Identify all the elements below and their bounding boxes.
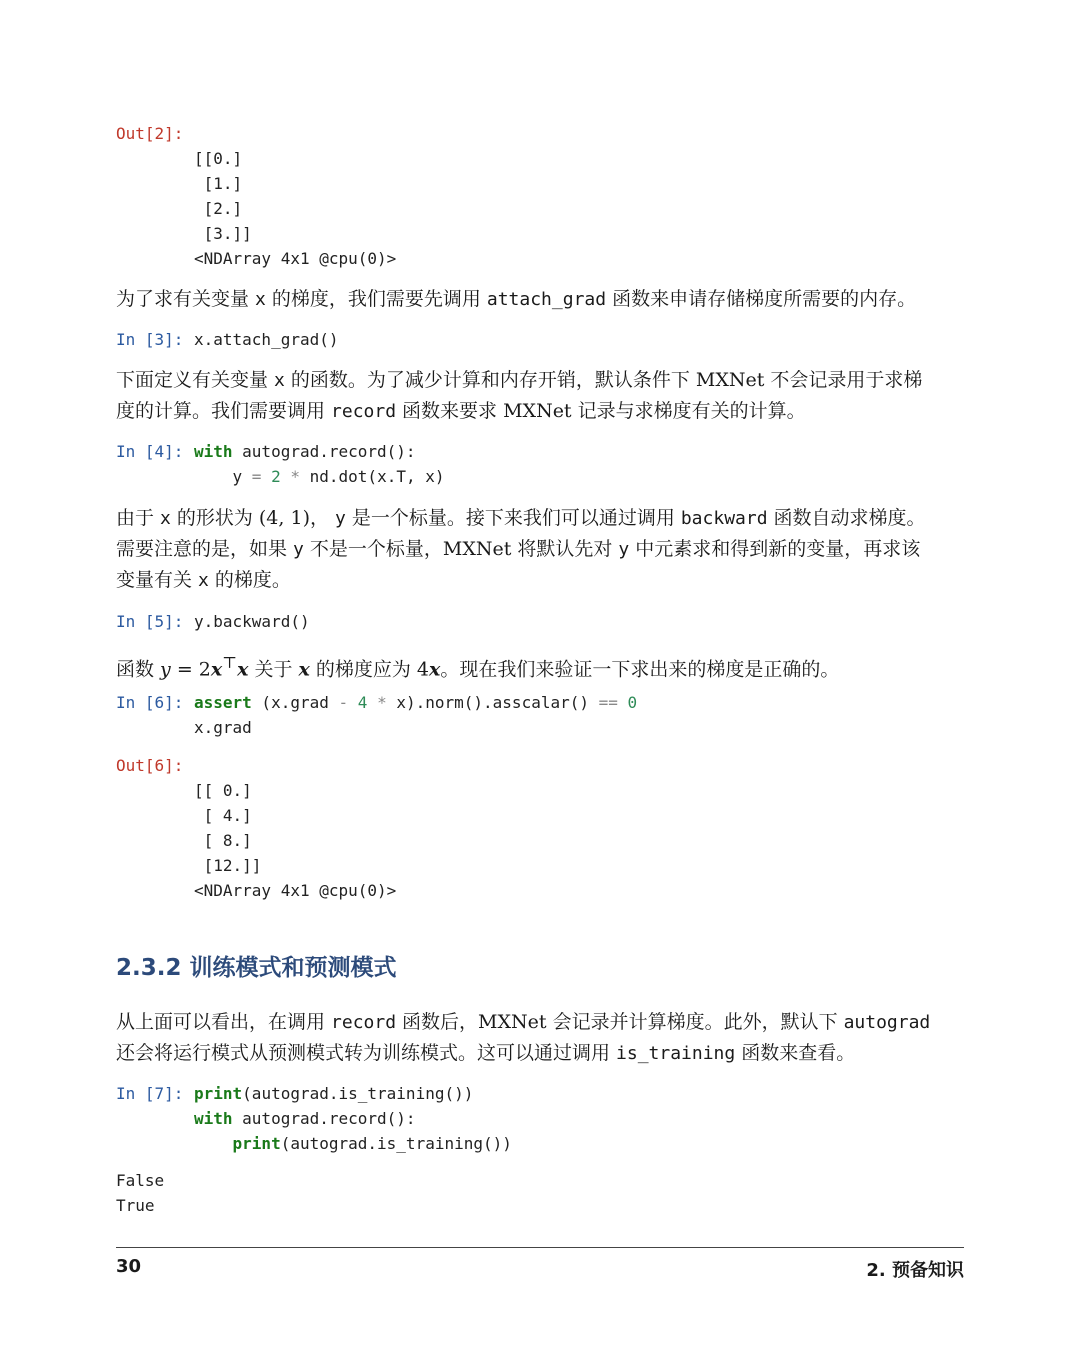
input-prompt: In [5]: — [116, 612, 184, 631]
inline-code: x — [198, 570, 209, 591]
inline-code: y — [293, 539, 304, 560]
page-number: 30 — [116, 1256, 142, 1277]
stdout-line: True — [116, 1196, 155, 1215]
paragraph-verify-gradient: 函数 y = 2x⊤x 关于 x 的梯度应为 4x。现在我们来验证一下求出来的梯度是正确的。 — [116, 653, 840, 681]
inline-code: backward — [680, 508, 768, 529]
inline-code: record — [331, 1012, 397, 1033]
output-line: [2.] — [194, 199, 243, 218]
output-prompt: Out[2]: — [116, 124, 184, 143]
output-line: [3.]] — [194, 224, 252, 243]
output-line: <NDArray 4x1 @cpu(0)> — [194, 881, 397, 900]
inline-code: y — [334, 508, 346, 529]
code-line: x.attach_grad() — [194, 330, 339, 349]
inline-code: is_training — [616, 1043, 736, 1064]
code-line: print(autograd.is_training()) — [194, 1084, 474, 1103]
inline-code: record — [331, 401, 397, 422]
output-line: [12.]] — [194, 856, 262, 875]
input-prompt: In [3]: — [116, 330, 184, 349]
footer-divider — [116, 1247, 964, 1248]
output-line: [ 8.] — [194, 831, 252, 850]
output-line: <NDArray 4x1 @cpu(0)> — [194, 249, 397, 268]
section-heading: 2.3.2 训练模式和预测模式 — [116, 955, 397, 981]
inline-code: y — [618, 539, 630, 560]
input-prompt: In [7]: — [116, 1084, 184, 1103]
paragraph-training-mode: 从上面可以看出，在调用 record 函数后，MXNet 会记录并计算梯度。此外，默认下 autograd 还会将运行模式从预测模式转为训练模式。这可以通过调用 is_training 函数来查看。 — [116, 1007, 976, 1069]
inline-code: attach_grad — [486, 289, 607, 310]
output-line: [[0.] — [194, 149, 243, 168]
output-line: [ 4.] — [194, 806, 252, 825]
paragraph-backward: 由于 x 的形状为 (4, 1)， y 是一个标量。接下来我们可以通过调用 backward 函数自动求梯度。 需要注意的是，如果 y 不是一个标量，MXNet 将默认先对 y 中元素求和得到新的变量，再求该 变量有关 x 的梯度。 — [116, 507, 926, 591]
inline-code: x — [160, 508, 171, 529]
output-line: [[ 0.] — [194, 781, 252, 800]
code-line: print(autograd.is_training()) — [232, 1134, 512, 1153]
input-prompt: In [4]: — [116, 442, 184, 461]
code-line: y.backward() — [194, 612, 310, 631]
code-line: with autograd.record(): — [194, 442, 416, 461]
chapter-title: 2. 预备知识 — [866, 1260, 964, 1281]
code-line: y = 2 * nd.dot(x.T, x) — [194, 467, 445, 486]
inline-code: x — [274, 370, 285, 391]
input-prompt: In [6]: — [116, 693, 184, 712]
output-line: [1.] — [194, 174, 243, 193]
output-prompt: Out[6]: — [116, 756, 184, 775]
inline-code: x — [255, 289, 266, 310]
code-line: assert (x.grad - 4 * x).norm().asscalar() == 0 — [194, 693, 638, 712]
code-line: with autograd.record(): — [194, 1109, 416, 1128]
stdout-line: False — [116, 1171, 165, 1190]
inline-code: autograd — [843, 1012, 931, 1033]
paragraph-attach-grad: 为了求有关变量 x 的梯度，我们需要先调用 attach_grad 函数来申请存储梯度所需要的内存。 — [116, 288, 917, 310]
code-line: x.grad — [194, 718, 252, 737]
paragraph-record-intro: 下面定义有关变量 x 的函数。为了减少计算和内存开销，默认条件下 MXNet 不会记录用于求梯 度的计算。我们需要调用 record 函数来要求 MXNet 记录与求梯度有关的计算。 — [116, 369, 923, 422]
